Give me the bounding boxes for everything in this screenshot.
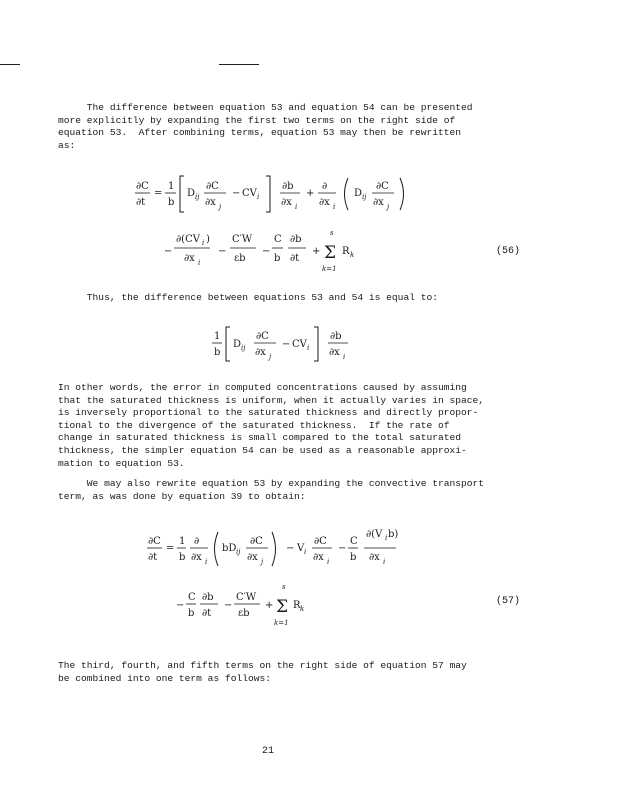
svg-text:∂x: ∂x bbox=[369, 552, 380, 563]
svg-text:∂x: ∂x bbox=[205, 197, 216, 208]
svg-text:j: j bbox=[269, 353, 272, 361]
svg-text:−: − bbox=[232, 188, 241, 199]
svg-text:C′W: C′W bbox=[236, 592, 257, 603]
svg-text:1: 1 bbox=[168, 181, 175, 192]
svg-text:∂x: ∂x bbox=[191, 552, 202, 563]
svg-text:C: C bbox=[188, 592, 196, 603]
svg-text:−: − bbox=[224, 600, 233, 611]
svg-text:j: j bbox=[219, 203, 222, 211]
svg-text:V: V bbox=[297, 543, 305, 554]
svg-text:∂t: ∂t bbox=[136, 197, 146, 208]
paragraph-combine-terms: The third, fourth, and fifth terms on the right side of equation 57 may be combined into one term as follows: bbox=[58, 660, 467, 684]
svg-text:i: i bbox=[343, 353, 346, 361]
svg-text:i: i bbox=[307, 344, 310, 352]
svg-text:k=1: k=1 bbox=[322, 265, 337, 273]
svg-text:−: − bbox=[164, 246, 173, 257]
svg-text:∂C: ∂C bbox=[376, 181, 389, 192]
svg-text:∂(V: ∂(V bbox=[366, 529, 383, 540]
equation-56-line-1 bbox=[132, 172, 412, 218]
svg-text:R: R bbox=[342, 246, 350, 257]
svg-text:∂: ∂ bbox=[322, 181, 328, 192]
svg-text:+: + bbox=[312, 246, 321, 257]
svg-text:ij: ij bbox=[195, 193, 200, 201]
svg-text:∂x: ∂x bbox=[255, 347, 266, 358]
svg-text:=: = bbox=[154, 188, 163, 199]
svg-text:∂t: ∂t bbox=[202, 608, 212, 619]
header-rule-right bbox=[219, 64, 259, 65]
svg-text:Σ: Σ bbox=[276, 597, 289, 617]
svg-text:): ) bbox=[206, 234, 210, 245]
svg-text:i: i bbox=[202, 239, 205, 247]
equation-57-line-1 bbox=[146, 524, 399, 570]
svg-text:∂C: ∂C bbox=[314, 536, 327, 547]
svg-text:bD: bD bbox=[222, 543, 237, 554]
svg-text:i: i bbox=[333, 203, 336, 211]
svg-text:∂x: ∂x bbox=[247, 552, 258, 563]
header-rule-left bbox=[0, 64, 20, 65]
equation-difference-expression bbox=[210, 324, 360, 366]
svg-text:i: i bbox=[295, 203, 298, 211]
paragraph-rewrite: We may also rewrite equation 53 by expanding the convective transport term, as was done by equation 39 to obtain: bbox=[58, 478, 485, 502]
svg-text:∂x: ∂x bbox=[373, 197, 384, 208]
equation-56-line-2 bbox=[162, 228, 362, 274]
svg-text:j: j bbox=[387, 203, 390, 211]
svg-text:i: i bbox=[385, 534, 388, 542]
svg-text:s: s bbox=[282, 583, 286, 591]
svg-text:i: i bbox=[198, 259, 201, 267]
svg-text:εb: εb bbox=[238, 608, 250, 619]
svg-text:∂(CV: ∂(CV bbox=[176, 234, 200, 245]
svg-text:∂x: ∂x bbox=[329, 347, 340, 358]
svg-text:∂b: ∂b bbox=[282, 181, 294, 192]
svg-text:i: i bbox=[383, 558, 386, 566]
svg-text:−: − bbox=[338, 543, 347, 554]
svg-text:∂b: ∂b bbox=[330, 331, 342, 342]
equation-57-line-2 bbox=[174, 582, 304, 628]
svg-text:s: s bbox=[330, 229, 334, 237]
paragraph-error-explanation: In other words, the error in computed concentrations caused by assuming that the saturated thickness is uniform, when it actually varies in space, is inversely proportional to the saturated thickness and directly propor- tional to the divergence of the saturated thickness. If the rate of change in saturated thickness is small compared to the total saturated thickness, the simpler equation 54 can be used as a reasonable approxi- mation to equation 53. bbox=[58, 382, 485, 469]
svg-text:∂t: ∂t bbox=[148, 552, 158, 563]
equation-57-number: (57) bbox=[496, 596, 521, 607]
svg-text:R: R bbox=[293, 600, 301, 611]
svg-text:D: D bbox=[187, 188, 196, 199]
svg-text:C: C bbox=[350, 536, 358, 547]
svg-text:b: b bbox=[179, 552, 186, 563]
svg-text:∂b: ∂b bbox=[202, 592, 214, 603]
svg-text:1: 1 bbox=[179, 536, 186, 547]
svg-text:CV: CV bbox=[292, 339, 307, 350]
page-number: 21 bbox=[262, 746, 275, 757]
paragraph-intro: The difference between equation 53 and equation 54 can be presented more explicitly by expanding the first two terms on the right side of equation 53. After combining terms, equation 53 may then be rewritten as: bbox=[58, 102, 473, 151]
svg-text:−: − bbox=[286, 543, 295, 554]
svg-text:j: j bbox=[261, 558, 264, 566]
svg-text:∂b: ∂b bbox=[290, 234, 302, 245]
svg-text:k=1: k=1 bbox=[274, 619, 289, 627]
svg-text:b: b bbox=[168, 197, 175, 208]
svg-text:ij: ij bbox=[236, 548, 241, 556]
svg-text:k: k bbox=[350, 251, 355, 259]
svg-text:b: b bbox=[350, 552, 357, 563]
paragraph-difference: Thus, the difference between equations 53 and 54 is equal to: bbox=[58, 292, 438, 303]
svg-text:ij: ij bbox=[241, 344, 246, 352]
svg-text:−: − bbox=[262, 246, 271, 257]
svg-text:b: b bbox=[274, 253, 281, 264]
svg-text:∂x: ∂x bbox=[319, 197, 330, 208]
svg-text:−: − bbox=[218, 246, 227, 257]
svg-text:−: − bbox=[176, 600, 185, 611]
svg-text:+: + bbox=[265, 600, 274, 611]
svg-text:Σ: Σ bbox=[324, 243, 337, 263]
svg-text:C: C bbox=[274, 234, 282, 245]
svg-text:∂C: ∂C bbox=[250, 536, 263, 547]
svg-text:i: i bbox=[257, 193, 260, 201]
svg-text:∂C: ∂C bbox=[148, 536, 161, 547]
svg-text:∂x: ∂x bbox=[281, 197, 292, 208]
svg-text:k: k bbox=[300, 605, 305, 613]
equation-56-number: (56) bbox=[496, 246, 521, 257]
svg-text:b: b bbox=[214, 347, 221, 358]
svg-text:εb: εb bbox=[234, 253, 246, 264]
svg-text:CV: CV bbox=[242, 188, 257, 199]
svg-text:b): b) bbox=[388, 529, 399, 540]
svg-text:∂: ∂ bbox=[194, 536, 200, 547]
svg-text:D: D bbox=[233, 339, 242, 350]
svg-text:∂C: ∂C bbox=[206, 181, 219, 192]
svg-text:∂t: ∂t bbox=[290, 253, 300, 264]
svg-text:i: i bbox=[205, 558, 208, 566]
svg-text:C′W: C′W bbox=[232, 234, 253, 245]
svg-text:∂x: ∂x bbox=[313, 552, 324, 563]
svg-text:=: = bbox=[166, 543, 175, 554]
svg-text:b: b bbox=[188, 608, 195, 619]
svg-text:i: i bbox=[327, 558, 330, 566]
svg-text:−: − bbox=[282, 339, 291, 350]
svg-text:D: D bbox=[354, 188, 363, 199]
svg-text:∂C: ∂C bbox=[256, 331, 269, 342]
svg-text:∂C: ∂C bbox=[136, 181, 149, 192]
svg-text:i: i bbox=[304, 548, 307, 556]
svg-text:+: + bbox=[306, 188, 315, 199]
svg-text:∂x: ∂x bbox=[184, 253, 195, 264]
svg-text:ij: ij bbox=[362, 193, 367, 201]
svg-text:1: 1 bbox=[214, 331, 221, 342]
